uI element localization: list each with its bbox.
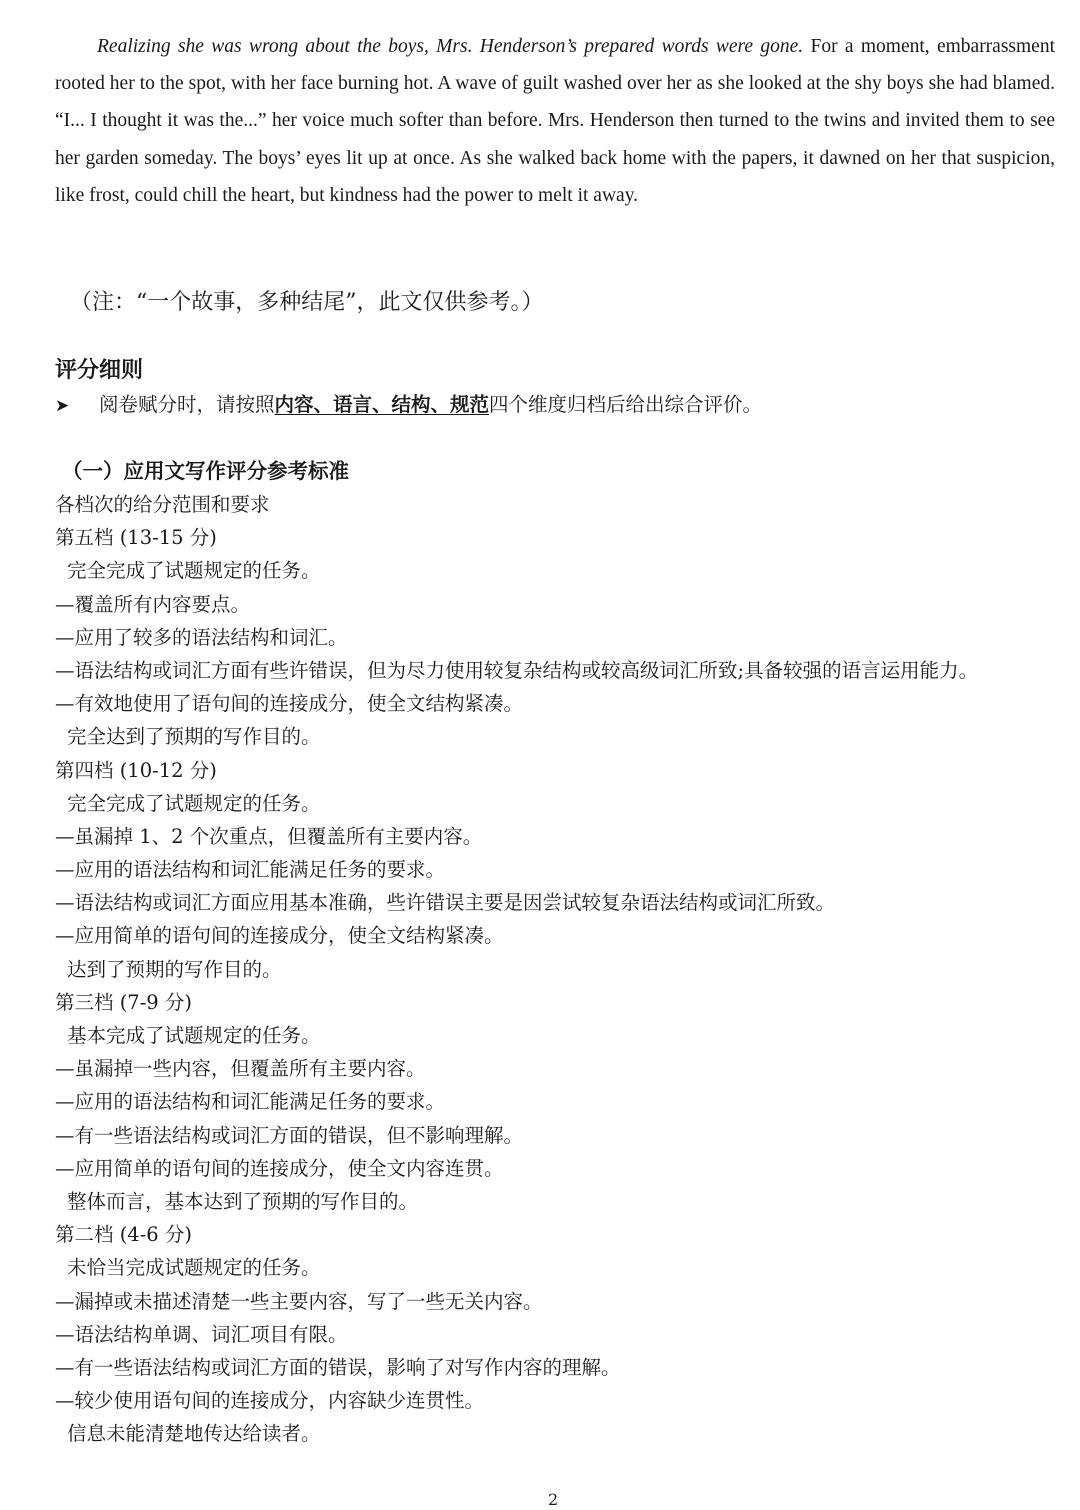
rubric-line: 达到了预期的写作目的。 [67,957,282,981]
scoring-instruction [55,390,762,421]
rubric-line: 第二档 (4-6 分) [55,1223,193,1247]
rubric-line: —语法结构或词汇方面应用基本准确，些许错误主要是因尝试较复杂语法结构或词汇所致。 [55,891,836,915]
rubric-line: —有一些语法结构或词汇方面的错误，但不影响理解。 [55,1123,524,1147]
instruction-emphasis: 内容、语言、结构、规范 [274,393,490,416]
rubric-line: —虽漏掉一些内容，但覆盖所有主要内容。 [55,1057,426,1081]
rubric-line: 第五档 (13-15 分) [55,526,217,550]
rubric-line: 整体而言，基本达到了预期的写作目的。 [67,1189,419,1213]
applied-writing-title: （一）应用文写作评分参考标准 [62,459,349,483]
rubric-line: —语法结构单调、词汇项目有限。 [55,1322,348,1346]
rubric-line: —应用的语法结构和词汇能满足任务的要求。 [55,858,446,882]
rubric-line: —有一些语法结构或词汇方面的错误，影响了对写作内容的理解。 [55,1355,621,1379]
rubric-line: —应用了较多的语法结构和词汇。 [55,625,348,649]
rubric-line: —漏掉或未描述清楚一些主要内容，写了一些无关内容。 [55,1289,543,1313]
rubric-line: —虽漏掉 1、2 个次重点，但覆盖所有主要内容。 [55,824,483,848]
arrow-bullet-icon: ➤ [55,396,70,416]
rubric-line: 完全完成了试题规定的任务。 [67,791,321,815]
instruction-text-after: 四个维度归档后给出综合评价。 [489,393,763,416]
page-number: 2 [548,1490,559,1509]
rubric-line: 完全完成了试题规定的任务。 [67,559,321,583]
essay-body: For a moment, embarrassment rooted her to the spot, with her face burning hot. A wave of guilt washed over her as she looked at the shy boys she had blamed. “I... I thought it was the...” her voice much softer than before. Mrs. Henderson then turned to the twins and invited them to see her garden someday. The boys’ eyes lit up at once. As she walked back home with the papers, it dawned on her that suspicion, like frost, could chill the heart, but kindness had the power to melt it away. [55,36,1055,206]
rubric-line: 第三档 (7-9 分) [55,990,193,1014]
rubric-line: 未恰当完成试题规定的任务。 [67,1256,321,1280]
rubric-line: 第四档 (10-12 分) [55,758,217,782]
rubric-line: —较少使用语句间的连接成分，内容缺少连贯性。 [55,1389,485,1413]
rubric-line: 完全达到了预期的写作目的。 [67,725,321,749]
rubric-line: —应用简单的语句间的连接成分，使全文结构紧凑。 [55,924,504,948]
rubric-line: —覆盖所有内容要点。 [55,592,251,616]
rubric-line: —语法结构或词汇方面有些许错误，但为尽力使用较复杂结构或较高级词汇所致;具备较强的语言运用能力。 [55,658,979,682]
rubric-line: —有效地使用了语句间的连接成分，使全文结构紧凑。 [55,692,524,716]
rubric-line: 信息未能清楚地传达给读者。 [67,1422,321,1446]
rubric-line: —应用的语法结构和词汇能满足任务的要求。 [55,1090,446,1114]
instruction-text-before: 阅卷赋分时，请按照 [99,393,275,416]
essay-paragraph [55,28,1055,214]
rubric-line: 各档次的给分范围和要求 [55,493,270,516]
essay-italic-opening: Realizing she was wrong about the boys, Mrs. Henderson’s prepared words were gone. [97,36,804,57]
rubric-line: —应用简单的语句间的连接成分，使全文内容连贯。 [55,1156,504,1180]
rubric-list [55,488,1070,1450]
rubric-line: 基本完成了试题规定的任务。 [67,1024,321,1047]
scoring-rules-title: 评分细则 [55,357,144,383]
reference-note: （注：“一个故事，多种结尾”，此文仅供参考。） [70,290,544,315]
